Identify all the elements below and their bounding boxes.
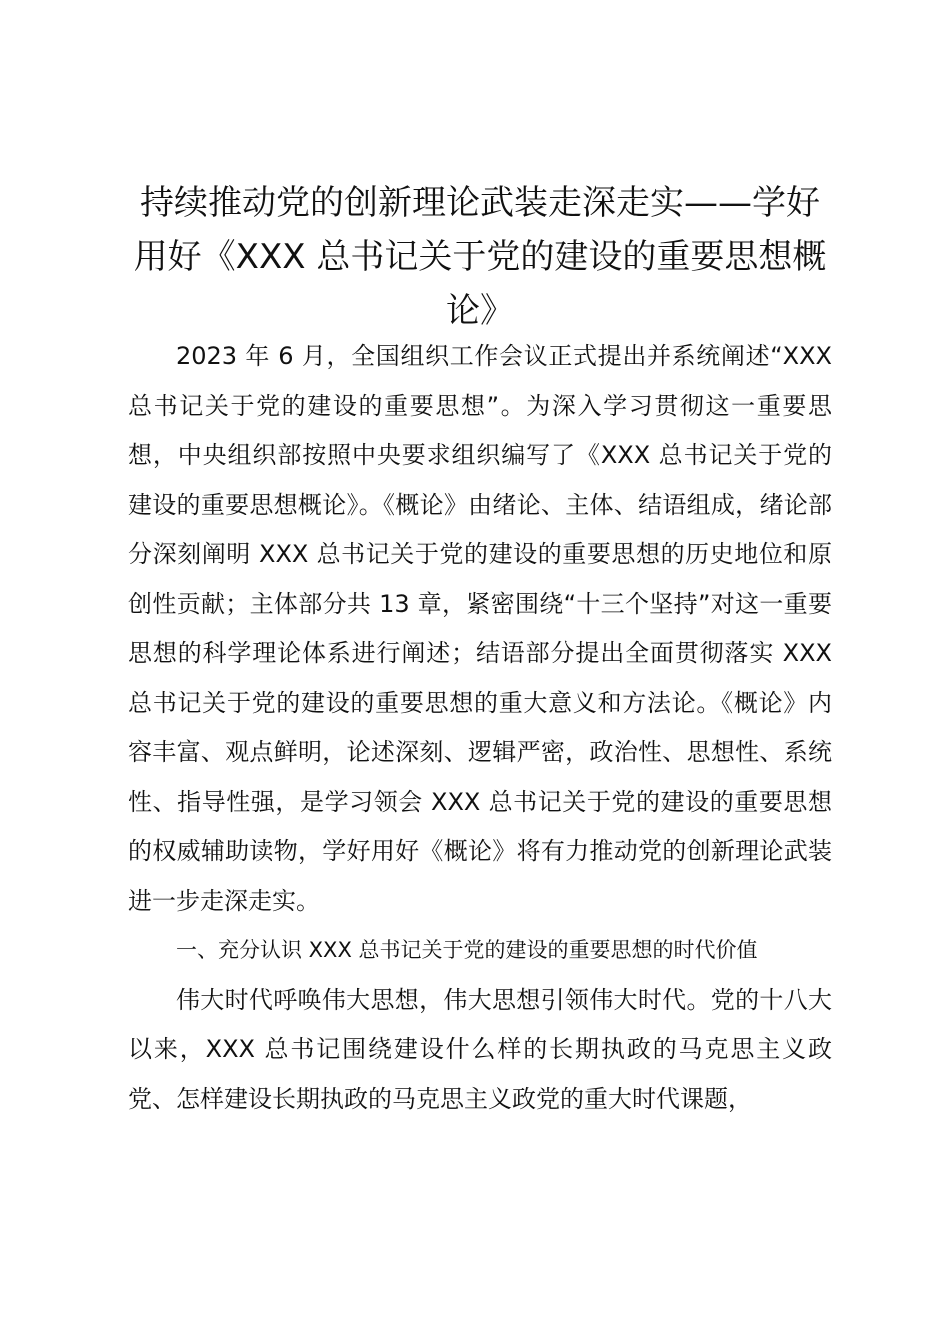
section-paragraph: 伟大时代呼唤伟大思想，伟大思想引领伟大时代。党的十八大以来，XXX 总书记围绕建设什么样的长期执政的马克思主义政党、怎样建设长期执政的马克思主义政党的重大时代课题，	[128, 985, 832, 1113]
document-body	[128, 332, 832, 1124]
section-heading: 一、充分认识 XXX 总书记关于党的建设的重要思想的时代价值	[176, 938, 758, 962]
document-title: 持续推动党的创新理论武装走深走实——学好用好《XXX 总书记关于党的建设的重要思想概论》	[133, 183, 827, 331]
intro-paragraph: 2023 年 6 月，全国组织工作会议正式提出并系统阐述“XXX 总书记关于党的建设的重要思想”。为深入学习贯彻这一重要思想，中央组织部按照中央要求组织编写了《XXX 总书记关于党的建设的重要思想概论》。《概论》由绪论、主体、结语组成，绪论部分深刻阐明 XXX 总书记关于党的建设的重要思想的历史地位和原创性贡献；主体部分共 13 章，紧密围绕“十三个坚持”对这一重要思想的科学理论体系进行阐述；结语部分提出全面贯彻落实 XXX 总书记关于党的建设的重要思想的重大意义和方法论。《概论》内容丰富、观点鲜明，论述深刻、逻辑严密，政治性、思想性、系统性、指导性强，是学习领会 XXX 总书记关于党的建设的重要思想的权威辅助读物，学好用好《概论》将有力推动党的创新理论武装进一步走深走实。	[128, 342, 832, 915]
